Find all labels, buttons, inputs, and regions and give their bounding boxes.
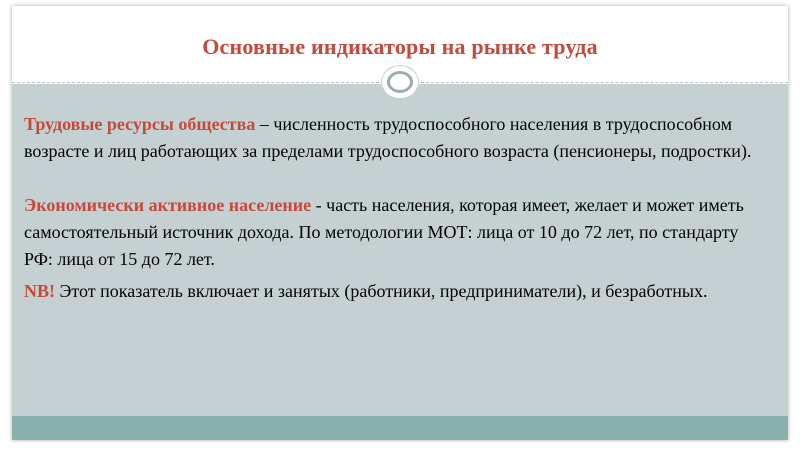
term-nb: NB!: [24, 281, 55, 301]
definition-labor-resources: – численность трудоспособного населения в трудоспособном возрасте и лиц работающих за пределами трудоспособного возраста (пенсионеры, подростки).: [24, 114, 752, 161]
content-area: [12, 84, 788, 416]
slide-title: Основные индикаторы на рынке труда: [202, 34, 598, 59]
circle-ornament-ring: [387, 71, 413, 93]
slide: [12, 6, 788, 440]
term-active-population: Экономически активное население: [24, 195, 312, 215]
term-labor-resources: Трудовые ресурсы общества: [24, 114, 256, 134]
paragraph-active-population: [24, 192, 770, 273]
paragraph-spacer: [24, 165, 770, 192]
circle-ornament-icon: [381, 65, 419, 99]
body-text: [24, 111, 770, 305]
paragraph-labor-resources: [24, 111, 770, 165]
paragraph-nb-note: [24, 278, 770, 305]
definition-nb: Этот показатель включает и занятых (работники, предприниматели), и безработных.: [55, 281, 708, 301]
definition-active-population: - часть населения, которая имеет, желает и может иметь самостоятельный источник дохода. По методологии МОТ: лица от 10 до 72 лет, по стандарту РФ: лица от 15 до 72 лет.: [24, 195, 744, 269]
bottom-band: [12, 416, 788, 440]
